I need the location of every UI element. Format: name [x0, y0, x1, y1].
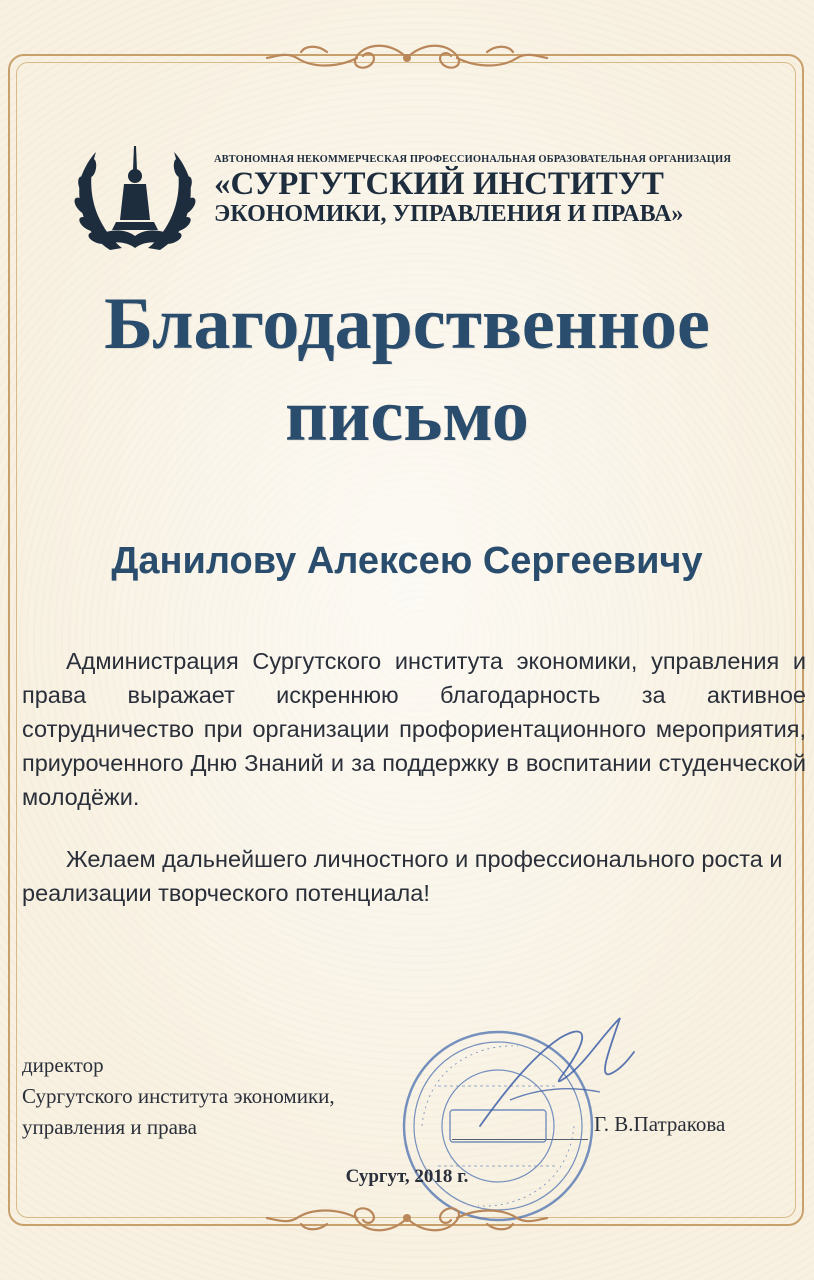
organization-name-line2: ЭКОНОМИКИ, УПРАВЛЕНИЯ И ПРАВА»: [214, 201, 684, 227]
handwritten-signature-icon: [470, 1008, 640, 1138]
document-title: [0, 278, 814, 462]
position-line2: Сургутского института экономики,: [22, 1084, 335, 1108]
body-paragraph-2: [22, 842, 806, 910]
city-and-year: Сургут, 2018 г.: [345, 1166, 469, 1187]
institution-header: [70, 140, 750, 260]
document-title-line2: письмо: [285, 375, 529, 457]
gratitude-text: Администрация Сургутского института экономики, управления и права выражает искреннюю благодарность за активное сотрудничество при организации профориентационного мероприятия, приуроченного Дню Знаний и за поддержку в воспитании студенческой молодёжи.: [22, 648, 806, 810]
institute-emblem-icon: [70, 140, 200, 258]
document-title-line1: Благодарственное: [104, 283, 710, 365]
signer-name: Г. В.Патракова: [594, 1112, 726, 1136]
body-paragraph-1: [22, 644, 806, 814]
bottom-ornament-icon: [257, 1198, 557, 1238]
position-line1: директор: [22, 1053, 104, 1077]
wishes-text: Желаем дальнейшего личностного и профессионального роста и реализации творческого потенциала!: [22, 846, 783, 906]
position-line3: управления и права: [22, 1115, 197, 1139]
recipient-name: Данилову Алексею Сергеевичу: [111, 540, 703, 582]
organization-type: АВТОНОМНАЯ НЕКОММЕРЧЕСКАЯ ПРОФЕССИОНАЛЬНАЯ ОБРАЗОВАТЕЛЬНАЯ ОРГАНИЗАЦИЯ: [214, 154, 731, 165]
top-ornament-icon: [257, 38, 557, 78]
organization-name-line1: «СУРГУТСКИЙ ИНСТИТУТ: [214, 166, 664, 202]
signatory-position: [22, 1050, 442, 1143]
